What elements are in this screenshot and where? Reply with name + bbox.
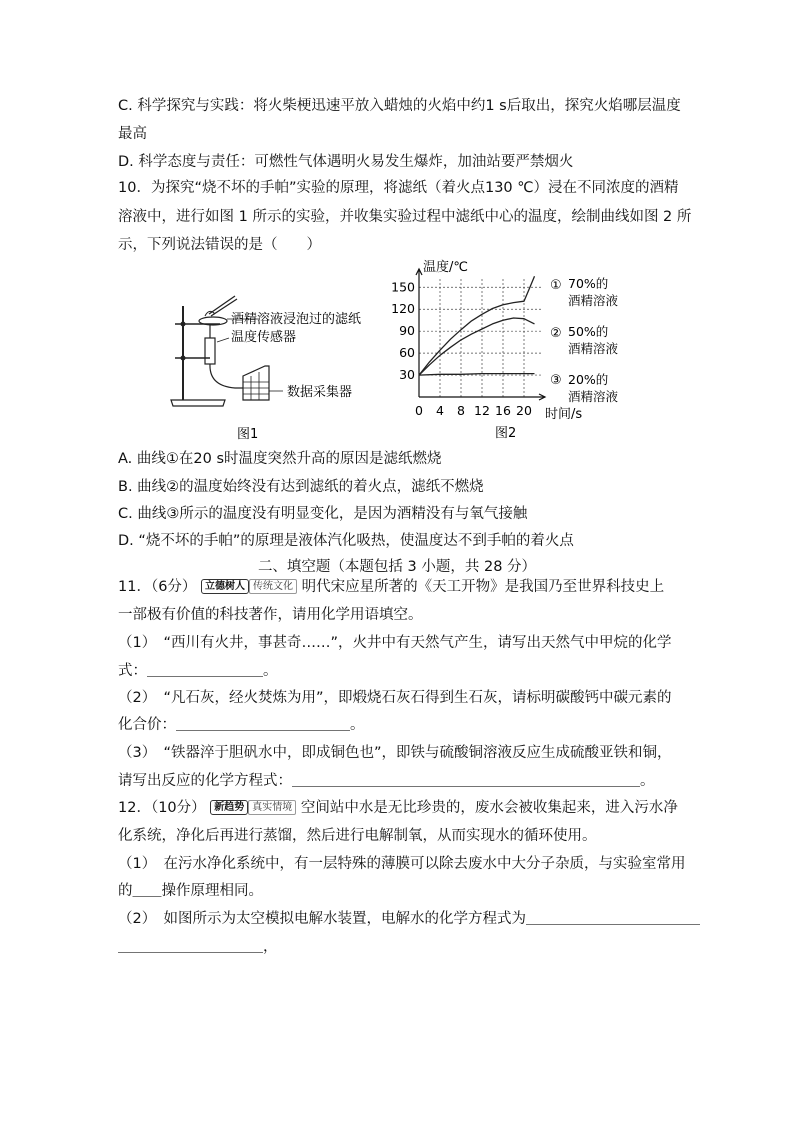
- figure-2-caption: 图2: [495, 426, 517, 441]
- legend-mark-1: ①: [550, 278, 562, 293]
- q10-stem-line-1: 10．为探究“烧不坏的手帕”实验的原理，将滤纸（着火点130 ℃）浸在不同浓度的酒精: [118, 180, 679, 196]
- q12-stem-line-1: [118, 798, 678, 818]
- q12-tag-main: 新趋势: [210, 800, 248, 815]
- legend-text-3a: 20%的: [568, 372, 609, 387]
- x-tick-label: 16: [495, 403, 511, 418]
- temperature-sensor: [205, 338, 215, 364]
- series-line-2: [419, 318, 535, 375]
- q10-option-d: D. “烧不坏的手帕”的原理是液体汽化吸热，使温度达不到手帕的着火点: [118, 533, 574, 549]
- q12-part-2-line-1: （2） 如图所示为太空模拟电解水装置，电解水的化学方程式为＿＿＿＿＿＿＿＿＿＿＿＿: [118, 911, 700, 927]
- q9-option-c: C. 科学探究与实践：将火柴梗迅速平放入蜡烛的火焰中约1 s后取出，探究火焰哪层温度: [118, 98, 681, 114]
- legend-text-1a: 70%的: [568, 276, 609, 291]
- figure-1-apparatus: [165, 288, 395, 448]
- x-tick-label: 0: [415, 403, 423, 418]
- q11-part-2-line-2: 化合价：＿＿＿＿＿＿＿＿＿＿＿＿。: [118, 717, 365, 733]
- legend-mark-2: ②: [550, 326, 562, 341]
- q10-option-c: C. 曲线③所示的温度没有明显变化，是因为酒精没有与氧气接触: [118, 506, 528, 522]
- y-tick-label: 120: [391, 301, 415, 317]
- q11-part-3-line-1: （3） “铁器淬于胆矾水中，即成铜色也”，即铁与硫酸铜溶液反应生成硫酸亚铁和铜，: [118, 745, 672, 761]
- y-axis-label: 温度/℃: [423, 260, 468, 275]
- q11-part-3-line-2: 请写出反应的化学方程式：＿＿＿＿＿＿＿＿＿＿＿＿＿＿＿＿＿＿＿＿＿＿＿＿。: [118, 773, 655, 789]
- q10-stem-line-3: 示，下列说法错误的是（ ）: [118, 237, 321, 253]
- stand-base: [171, 400, 225, 406]
- y-tick-label: 90: [399, 323, 415, 339]
- legend: [550, 276, 619, 404]
- label-data-collector: 数据采集器: [287, 385, 353, 400]
- x-tick-label: 8: [457, 403, 465, 418]
- series-line-1: [419, 276, 535, 375]
- q9-option-c-continued: 最高: [118, 126, 147, 142]
- q12-part-2-line-2: ＿＿＿＿＿＿＿＿＿＿，: [118, 939, 278, 955]
- q12-number: 12．（10分）: [118, 800, 206, 816]
- q12-part-1-line-2: 的＿＿操作原理相同。: [118, 883, 263, 899]
- legend-text-1b: 酒精溶液: [568, 293, 619, 308]
- q10-option-b: B. 曲线②的温度始终没有达到滤纸的着火点，滤纸不燃烧: [118, 479, 484, 495]
- y-tick-label: 60: [399, 345, 415, 361]
- x-tick-label: 4: [436, 403, 444, 418]
- section-title: 二、填空题（本题包括 3 小题，共 28 分）: [257, 559, 537, 575]
- q11-stem-text: 明代宋应星所著的《天工开物》是我国乃至世界科技史上: [301, 579, 665, 595]
- q11-tag-main: 立德树人: [201, 579, 249, 594]
- q11-part-1-line-1: （1） “西川有火井，事甚奇……”，火井中有天然气产生，请写出天然气中甲烷的化学: [118, 635, 672, 651]
- y-tick-label: 30: [399, 367, 415, 383]
- q12-stem-line-2: 化系统，净化后再进行蒸馏，然后进行电解制氧，从而实现水的循环使用。: [118, 828, 597, 844]
- legend-mark-3: ③: [550, 373, 562, 388]
- q11-number: 11．（6分）: [118, 579, 197, 595]
- x-tick-label: 20: [516, 403, 532, 418]
- q10-stem-line-2: 溶液中，进行如图 1 所示的实验，并收集实验过程中滤纸中心的温度，绘制曲线如图 2 所: [118, 209, 692, 225]
- q11-stem-line-2: 一部极有价值的科技著作，请用化学用语填空。: [118, 607, 423, 623]
- label-temperature-sensor: 温度传感器: [231, 330, 297, 345]
- q12-stem-text: 空间站中水是无比珍贵的，废水会被收集起来，进入污水净: [300, 800, 678, 816]
- q11-tag-sub: 传统文化: [249, 579, 297, 594]
- y-tick-label: 150: [391, 279, 415, 295]
- legend-text-2a: 50%的: [568, 324, 609, 339]
- x-tick-label: 12: [474, 403, 490, 418]
- legend-text-2b: 酒精溶液: [568, 341, 619, 356]
- q11-stem-line-1: [118, 577, 664, 597]
- label-filter-paper: 酒精溶液浸泡过的滤纸: [231, 312, 362, 327]
- figure-2-chart: [391, 255, 655, 445]
- q12-part-1-line-1: （1） 在污水净化系统中，有一层特殊的薄膜可以除去废水中大分子杂质，与实验室常用: [118, 856, 686, 872]
- q10-option-a: A. 曲线①在20 s时温度突然升高的原因是滤纸燃烧: [118, 451, 442, 467]
- data-collector: [243, 366, 269, 400]
- figure-1-caption: 图1: [237, 427, 259, 442]
- q11-part-1-line-2: 式：＿＿＿＿＿＿＿＿。: [118, 663, 278, 679]
- legend-text-3b: 酒精溶液: [568, 389, 619, 404]
- q11-part-2-line-1: （2） “凡石灰，经火焚炼为用”，即煅烧石灰石得到生石灰，请标明碳酸钙中碳元素的: [118, 690, 672, 706]
- x-axis-label: 时间/s: [545, 407, 583, 422]
- q9-option-d: D. 科学态度与责任：可燃性气体遇明火易发生爆炸，加油站要严禁烟火: [118, 154, 574, 170]
- q12-tag-sub: 真实情境: [248, 800, 296, 815]
